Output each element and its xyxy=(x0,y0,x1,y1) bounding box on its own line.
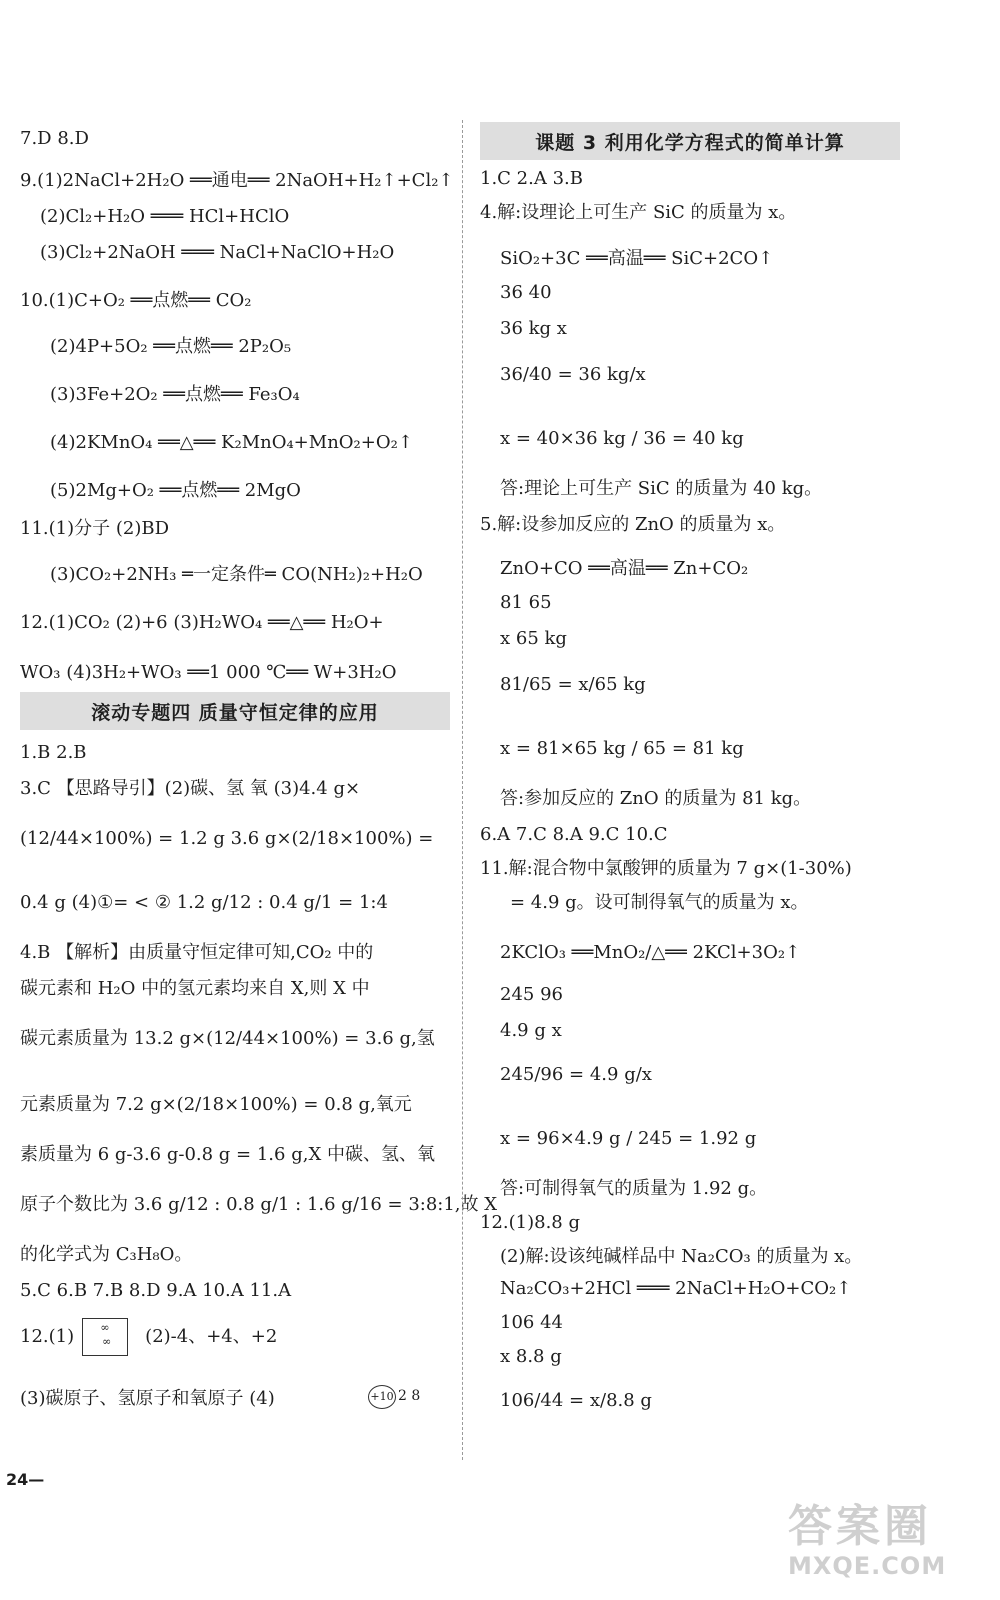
right-section-header: 课题 3 利用化学方程式的简单计算 xyxy=(480,122,900,160)
left-answer-line: (2)4P+5O₂ ══点燃══ 2P₂O₅ xyxy=(50,336,292,357)
left-answer-line: 3.C 【思路导引】(2)碳、氢 氧 (3)4.4 g× xyxy=(20,778,361,799)
right-answer-line: 12.(1)8.8 g xyxy=(480,1212,580,1233)
left-answer-line: 12.(1) xyxy=(20,1326,75,1347)
right-answer-line: x = 40×36 kg / 36 = 40 kg xyxy=(500,428,744,449)
left-answer-line: (2)Cl₂+H₂O ═══ HCl+HClO xyxy=(40,206,290,227)
left-section-header: 滚动专题四 质量守恒定律的应用 xyxy=(20,692,450,730)
right-answer-line: 1.C 2.A 3.B xyxy=(480,168,583,189)
left-answer-line: 素质量为 6 g-3.6 g-0.8 g = 1.6 g,X 中碳、氢、氧 xyxy=(20,1144,435,1165)
left-answer-line: 4.B 【解析】由质量守恒定律可知,CO₂ 中的 xyxy=(20,942,374,963)
left-answer-line: (3)碳原子、氢原子和氧原子 (4) xyxy=(20,1388,275,1409)
right-answer-line: ZnO+CO ══高温══ Zn+CO₂ xyxy=(500,558,749,579)
left-answer-line: 10.(1)C+O₂ ══点燃══ CO₂ xyxy=(20,290,252,311)
electron-shells: 2 8 xyxy=(398,1388,421,1404)
right-answer-line: 36 kg x xyxy=(500,318,567,339)
right-answer-line: 答:理论上可生产 SiC 的质量为 40 kg。 xyxy=(500,478,823,499)
left-answer-line: 12.(1)CO₂ (2)+6 (3)H₂WO₄ ══△══ H₂O+ xyxy=(20,612,384,633)
molecule-box-row xyxy=(82,1318,277,1356)
right-answer-line: (2)解:设该纯碱样品中 Na₂CO₃ 的质量为 x。 xyxy=(500,1246,863,1267)
right-answer-line: 2KClO₃ ══MnO₂/△══ 2KCl+3O₂↑ xyxy=(500,942,801,963)
right-answer-line: 5.解:设参加反应的 ZnO 的质量为 x。 xyxy=(480,514,786,535)
molecule-box: ∞ ∞ xyxy=(82,1318,128,1356)
right-answer-line: 81 65 xyxy=(500,592,552,613)
left-answer-line: 5.C 6.B 7.B 8.D 9.A 10.A 11.A xyxy=(20,1280,292,1301)
right-answer-line: 4.解:设理论上可生产 SiC 的质量为 x。 xyxy=(480,202,797,223)
left-answer-line: 0.4 g (4)①= < ② 1.2 g/12 : 0.4 g/1 = 1:4 xyxy=(20,892,388,913)
right-answer-line: 106/44 = x/8.8 g xyxy=(500,1390,652,1411)
left-answer-line: (5)2Mg+O₂ ══点燃══ 2MgO xyxy=(50,480,301,501)
valence-answer: (2)-4、+4、+2 xyxy=(145,1326,278,1347)
left-answer-line: 9.(1)2NaCl+2H₂O ══通电══ 2NaOH+H₂↑+Cl₂↑ xyxy=(20,170,454,191)
left-answer-line: 元素质量为 7.2 g×(2/18×100%) = 0.8 g,氧元 xyxy=(20,1094,412,1115)
right-answer-line: 答:参加反应的 ZnO 的质量为 81 kg。 xyxy=(500,788,812,809)
right-answer-line: 11.解:混合物中氯酸钾的质量为 7 g×(1-30%) xyxy=(480,858,852,879)
right-answer-line: 245/96 = 4.9 g/x xyxy=(500,1064,652,1085)
page-number: 24— xyxy=(6,1470,45,1489)
left-answer-line: (3)Cl₂+2NaOH ═══ NaCl+NaClO+H₂O xyxy=(40,242,395,263)
left-answer-line: (3)3Fe+2O₂ ══点燃══ Fe₃O₄ xyxy=(50,384,300,405)
watermark-logo xyxy=(788,1502,968,1580)
right-answer-line: SiO₂+3C ══高温══ SiC+2CO↑ xyxy=(500,248,774,269)
right-answer-line: x 8.8 g xyxy=(500,1346,562,1367)
left-answer-line: (3)CO₂+2NH₃ ═一定条件═ CO(NH₂)₂+H₂O xyxy=(50,564,423,585)
watermark-url: MXQE.COM xyxy=(788,1552,947,1580)
left-answer-line: 碳元素质量为 13.2 g×(12/44×100%) = 3.6 g,氢 xyxy=(20,1028,435,1049)
left-answer-line: WO₃ (4)3H₂+WO₃ ══1 000 ℃══ W+3H₂O xyxy=(20,662,397,683)
right-answer-line: 81/65 = x/65 kg xyxy=(500,674,646,695)
right-answer-line: 6.A 7.C 8.A 9.C 10.C xyxy=(480,824,668,845)
watermark-logo-text: 答案圈 xyxy=(788,1501,932,1552)
right-answer-line: 答:可制得氧气的质量为 1.92 g。 xyxy=(500,1178,768,1199)
left-answer-line: (4)2KMnO₄ ══△══ K₂MnO₄+MnO₂+O₂↑ xyxy=(50,432,413,453)
right-answer-line: 36 40 xyxy=(500,282,552,303)
right-answer-line: 36/40 = 36 kg/x xyxy=(500,364,646,385)
left-answer-line: 1.B 2.B xyxy=(20,742,87,763)
left-answer-line: (12/44×100%) = 1.2 g 3.6 g×(2/18×100%) = xyxy=(20,828,434,849)
right-answer-line: x 65 kg xyxy=(500,628,567,649)
column-divider xyxy=(462,120,463,1460)
right-answer-line: 245 96 xyxy=(500,984,563,1005)
left-answer-line: 7.D 8.D xyxy=(20,128,89,149)
right-answer-line: Na₂CO₃+2HCl ═══ 2NaCl+H₂O+CO₂↑ xyxy=(500,1278,852,1299)
left-answer-line: 11.(1)分子 (2)BD xyxy=(20,518,170,539)
left-answer-line: 碳元素和 H₂O 中的氢元素均来自 X,则 X 中 xyxy=(20,978,370,999)
atom-structure-diagram xyxy=(368,1384,420,1409)
right-answer-line: x = 96×4.9 g / 245 = 1.92 g xyxy=(500,1128,757,1149)
right-answer-line: 4.9 g x xyxy=(500,1020,562,1041)
left-answer-line: 的化学式为 C₃H₈O。 xyxy=(20,1244,193,1265)
left-answer-line: 原子个数比为 3.6 g/12 : 0.8 g/1 : 1.6 g/16 = 3:8:1,故 X xyxy=(20,1194,498,1215)
right-answer-line: 106 44 xyxy=(500,1312,563,1333)
nucleus: +10 xyxy=(368,1385,396,1409)
right-answer-line: = 4.9 g。设可制得氧气的质量为 x。 xyxy=(510,892,809,913)
right-answer-line: x = 81×65 kg / 65 = 81 kg xyxy=(500,738,744,759)
